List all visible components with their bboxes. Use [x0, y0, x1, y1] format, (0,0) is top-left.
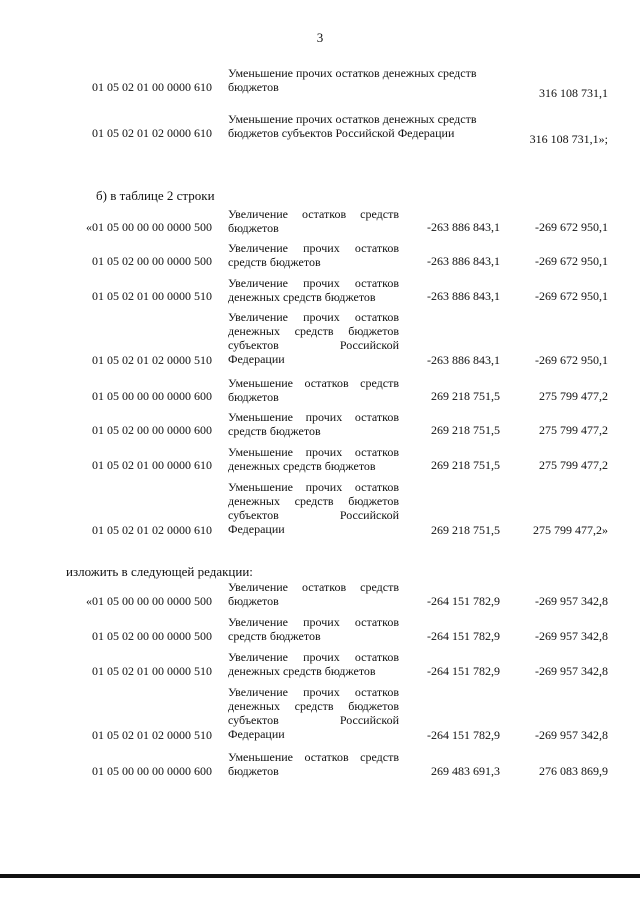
row-description	[228, 310, 399, 366]
description-line: бюджетов	[228, 594, 279, 608]
description-line: денежных средств бюджетов	[228, 494, 399, 508]
description-line: Уменьшение остатков средств	[228, 376, 399, 390]
description-line: Увеличение прочих остатков	[228, 650, 399, 664]
row-description	[228, 207, 399, 235]
budget-code: 01 05 02 01 02 0000 510	[92, 728, 212, 742]
amount-value-1: -263 886 843,1	[427, 220, 500, 234]
row-description	[228, 112, 477, 140]
amount-value-1: -264 151 782,9	[427, 629, 500, 643]
amount-value-1: 269 218 751,5	[431, 523, 500, 537]
description-line: Федерации	[228, 522, 285, 536]
amount-value-2: 275 799 477,2	[539, 389, 608, 403]
row-description	[228, 410, 399, 438]
amount-value-2: -269 957 342,8	[535, 594, 608, 608]
amount-value-2: -269 957 342,8	[535, 629, 608, 643]
amount-value-2: -269 672 950,1	[535, 254, 608, 268]
description-line: денежных средств бюджетов	[228, 324, 399, 338]
row-description	[228, 750, 399, 778]
amount-value-1: -263 886 843,1	[427, 289, 500, 303]
description-line: Уменьшение остатков средств	[228, 750, 399, 764]
budget-code: 01 05 02 01 02 0000 610	[92, 126, 212, 140]
description-line: Увеличение прочих остатков	[228, 615, 399, 629]
section-heading: б) в таблице 2 строки	[96, 188, 215, 203]
amount-value-1: -264 151 782,9	[427, 594, 500, 608]
description-line: Уменьшение прочих остатков денежных средств	[228, 66, 477, 80]
description-line: бюджетов	[228, 764, 279, 778]
description-line: Уменьшение прочих остатков денежных средств	[228, 112, 477, 126]
description-line: средств бюджетов	[228, 255, 321, 269]
amount-value-1: 269 483 691,3	[431, 764, 500, 778]
description-line: бюджетов	[228, 390, 279, 404]
amount-value-2: -269 672 950,1	[535, 220, 608, 234]
amount-value-1: -263 886 843,1	[427, 254, 500, 268]
row-description	[228, 580, 399, 608]
description-line: субъектов Российской	[228, 713, 399, 727]
amount-value-2: -269 672 950,1	[535, 353, 608, 367]
amount-value-1: -264 151 782,9	[427, 728, 500, 742]
amount-value-2: -269 957 342,8	[535, 664, 608, 678]
description-line: Уменьшение прочих остатков	[228, 410, 399, 424]
budget-code: «01 05 00 00 00 0000 500	[86, 594, 212, 608]
row-description	[228, 241, 399, 269]
description-line: Уменьшение прочих остатков	[228, 480, 399, 494]
description-line: бюджетов субъектов Российской Федерации	[228, 126, 455, 140]
amount-value-1: -263 886 843,1	[427, 353, 500, 367]
amount-value: 316 108 731,1	[539, 86, 608, 100]
description-line: бюджетов	[228, 221, 279, 235]
section-heading: изложить в следующей редакции:	[66, 564, 253, 579]
description-line: Увеличение прочих остатков	[228, 276, 399, 290]
row-description	[228, 685, 399, 741]
description-line: Увеличение прочих остатков	[228, 685, 399, 699]
amount-value: 316 108 731,1»;	[529, 132, 608, 146]
description-line: денежных средств бюджетов	[228, 664, 376, 678]
description-line: субъектов Российской	[228, 338, 399, 352]
description-line: Увеличение остатков средств	[228, 207, 399, 221]
amount-value-2: -269 672 950,1	[535, 289, 608, 303]
description-line: Федерации	[228, 727, 285, 741]
budget-code: «01 05 00 00 00 0000 500	[86, 220, 212, 234]
description-line: субъектов Российской	[228, 508, 399, 522]
row-description	[228, 650, 399, 678]
budget-code: 01 05 00 00 00 0000 600	[92, 764, 212, 778]
amount-value-2: 275 799 477,2	[539, 458, 608, 472]
amount-value-2: 275 799 477,2»	[533, 523, 608, 537]
row-description	[228, 276, 399, 304]
description-line: Увеличение остатков средств	[228, 580, 399, 594]
budget-code: 01 05 02 01 00 0000 510	[92, 289, 212, 303]
amount-value-2: -269 957 342,8	[535, 728, 608, 742]
amount-value-2: 276 083 869,9	[539, 764, 608, 778]
page-bottom-border	[0, 874, 640, 878]
row-description	[228, 445, 399, 473]
amount-value-1: 269 218 751,5	[431, 458, 500, 472]
description-line: средств бюджетов	[228, 424, 321, 438]
budget-code: 01 05 02 01 02 0000 510	[92, 353, 212, 367]
budget-code: 01 05 00 00 00 0000 600	[92, 389, 212, 403]
page-number: 3	[316, 30, 324, 45]
description-line: Увеличение прочих остатков	[228, 310, 399, 324]
amount-value-1: -264 151 782,9	[427, 664, 500, 678]
row-description	[228, 480, 399, 536]
description-line: Федерации	[228, 352, 285, 366]
row-description	[228, 615, 399, 643]
description-line: денежных средств бюджетов	[228, 699, 399, 713]
budget-code: 01 05 02 01 00 0000 610	[92, 80, 212, 94]
row-description	[228, 376, 399, 404]
budget-code: 01 05 02 01 02 0000 610	[92, 523, 212, 537]
description-line: Уменьшение прочих остатков	[228, 445, 399, 459]
budget-code: 01 05 02 00 00 0000 600	[92, 423, 212, 437]
description-line: бюджетов	[228, 80, 279, 94]
budget-code: 01 05 02 01 00 0000 610	[92, 458, 212, 472]
amount-value-1: 269 218 751,5	[431, 423, 500, 437]
description-line: денежных средств бюджетов	[228, 459, 376, 473]
amount-value-2: 275 799 477,2	[539, 423, 608, 437]
row-description	[228, 66, 477, 94]
budget-code: 01 05 02 00 00 0000 500	[92, 629, 212, 643]
budget-code: 01 05 02 00 00 0000 500	[92, 254, 212, 268]
description-line: Увеличение прочих остатков	[228, 241, 399, 255]
description-line: средств бюджетов	[228, 629, 321, 643]
amount-value-1: 269 218 751,5	[431, 389, 500, 403]
budget-code: 01 05 02 01 00 0000 510	[92, 664, 212, 678]
description-line: денежных средств бюджетов	[228, 290, 376, 304]
